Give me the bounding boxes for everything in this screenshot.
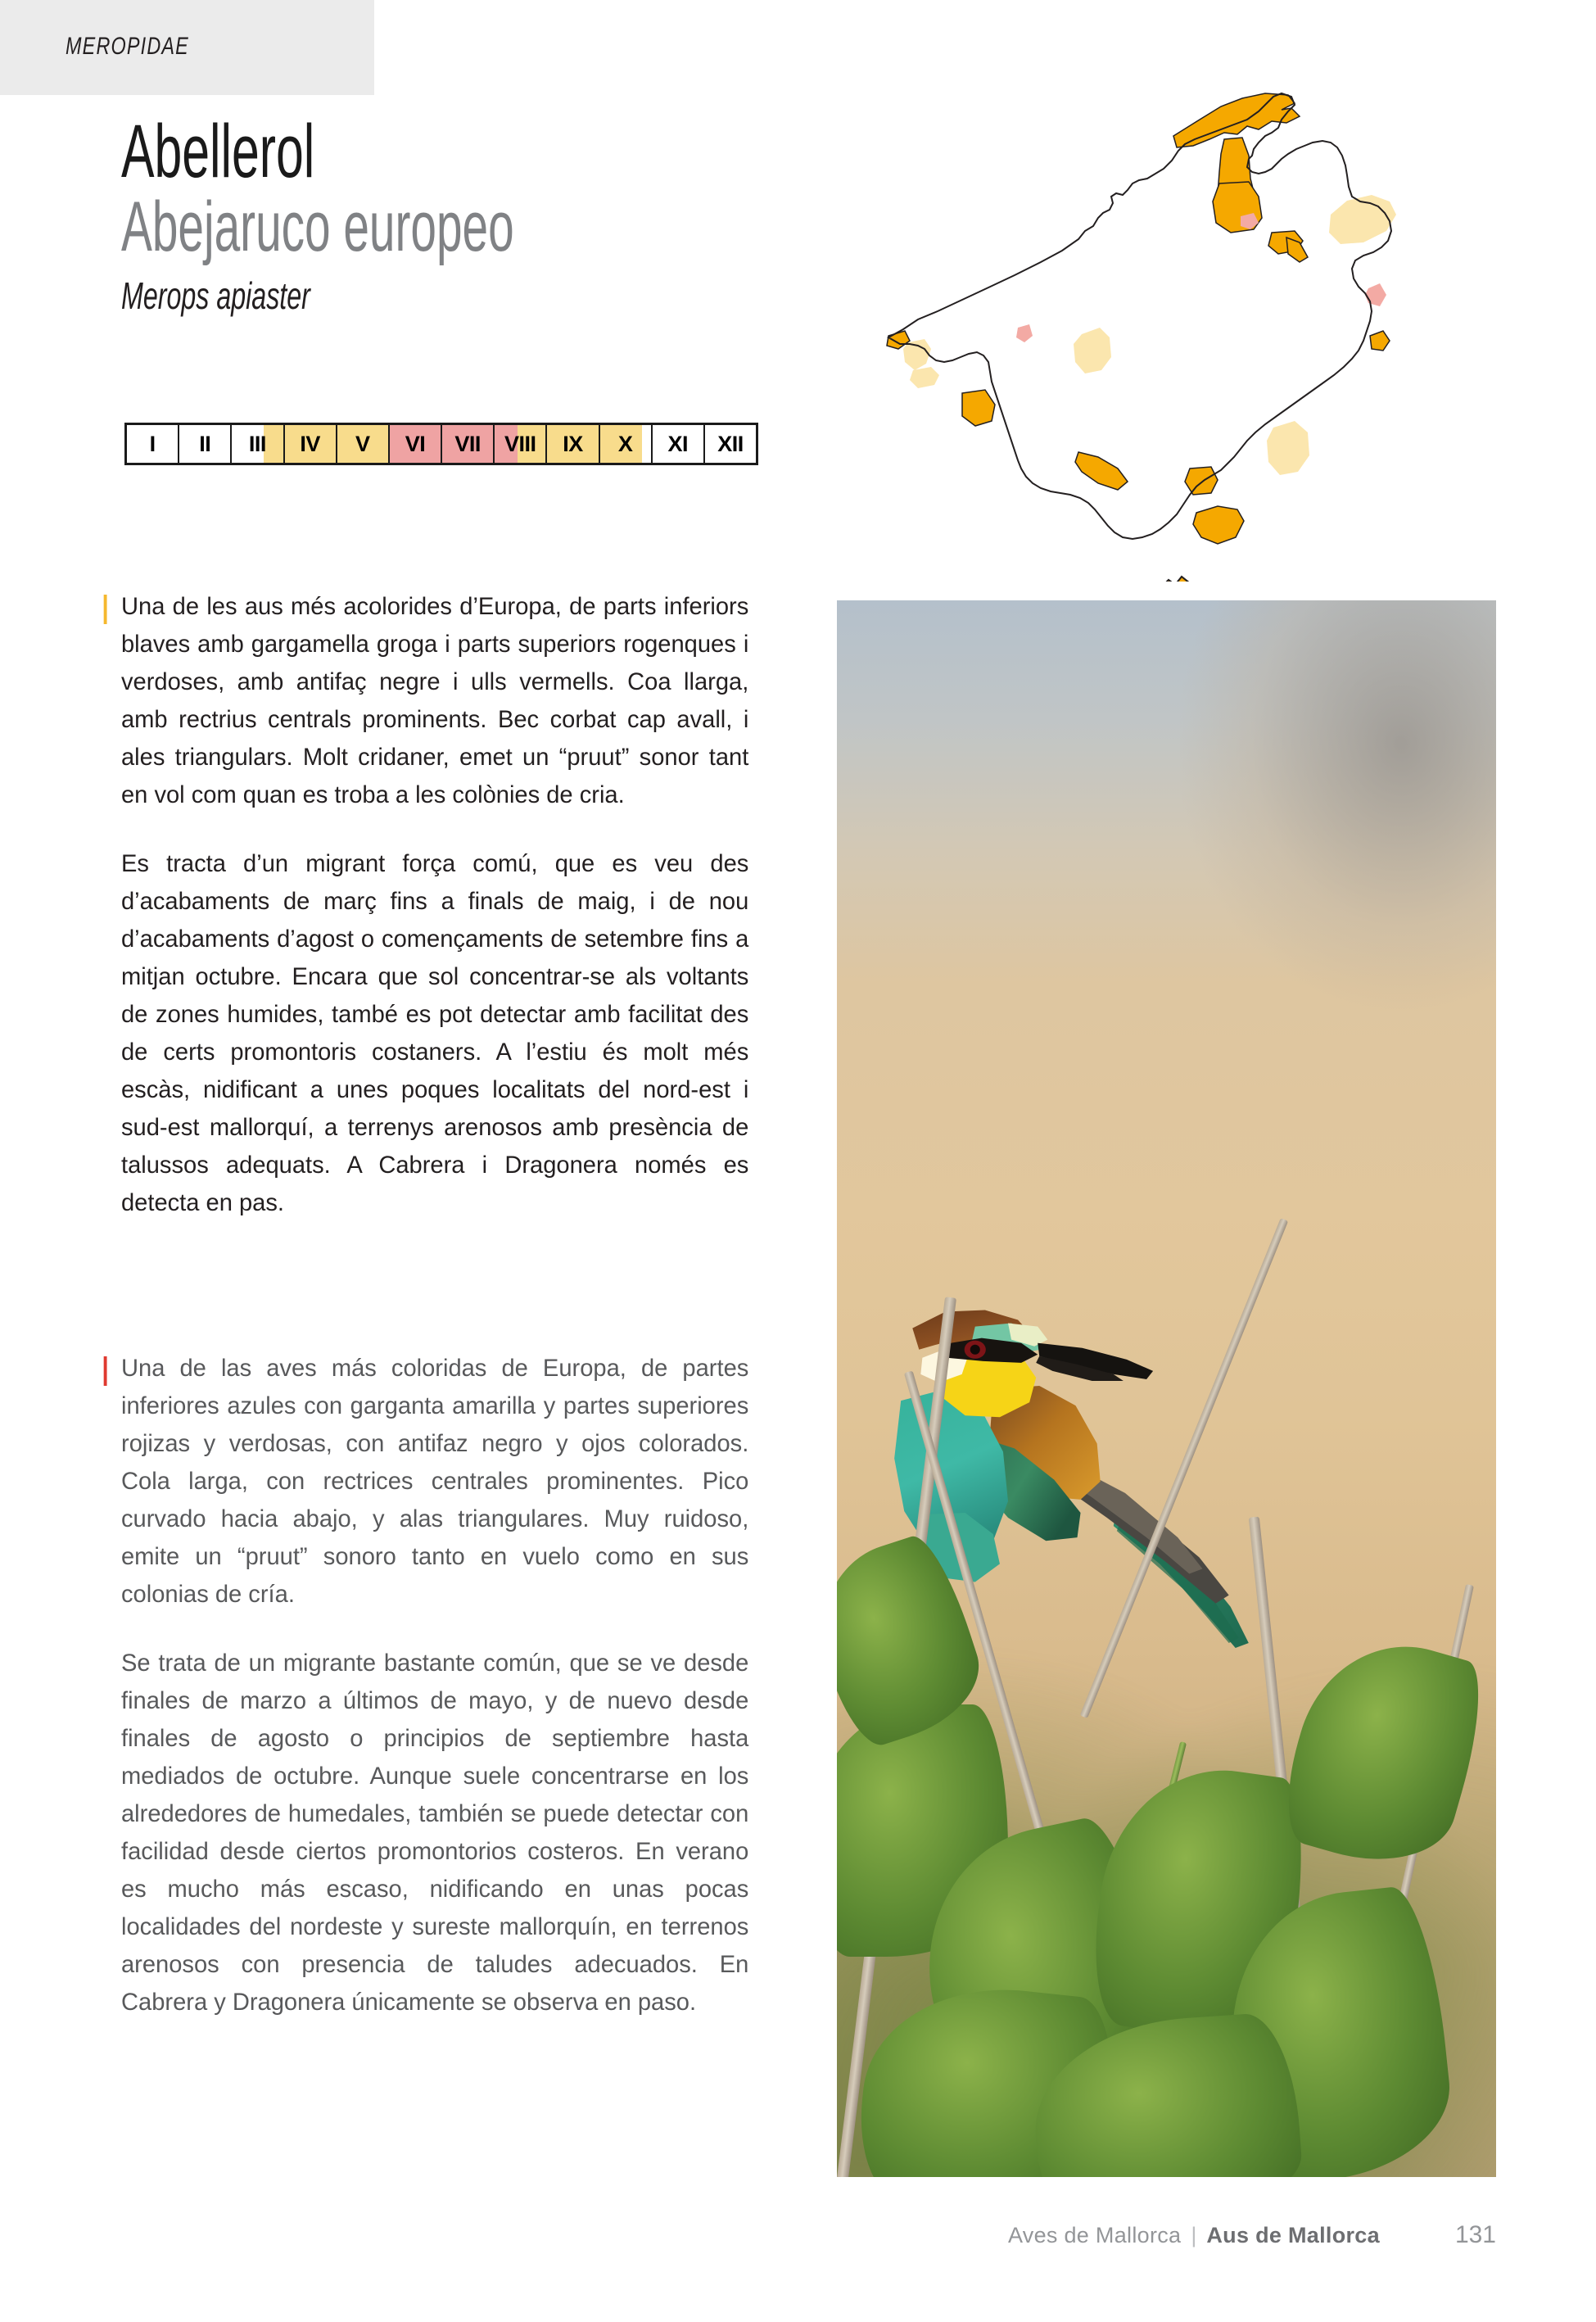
bird-pupil: [970, 1345, 980, 1355]
family-band: [0, 0, 374, 95]
month-label-I: I: [149, 431, 156, 456]
species-photograph: [837, 600, 1496, 2177]
month-label-III: III: [248, 431, 266, 456]
month-label-VII: VII: [454, 431, 481, 456]
month-cell-IV: [285, 425, 337, 463]
family-name: MEROPIDAE: [66, 33, 189, 60]
month-label-XII: XII: [717, 431, 744, 456]
spanish-paragraph-2-text: Se trata de un migrante bastante común, que se ve desde finales de marzo a últimos de mayo, y de nuevo desde finales de agosto o principios de septiembre hasta mediados de octubre. Aunque suele concentrarse en los alrededores de humedales, también se puede detectar con facilidad desde ciertos promontorios costeros. En verano es mucho más escaso, nidificando en unas pocas localidades del nordeste y sureste mallorquín, en terrenos arenosos con presencia de taludes adecuados. En Cabrera y Dragonera únicamente se observa en paso.: [121, 1650, 749, 2016]
month-cell-II: [179, 425, 232, 463]
month-label-V: V: [355, 431, 370, 456]
month-cell-XI: [653, 425, 705, 463]
photo-highlight-layer: [1180, 600, 1496, 1011]
month-cell-VI: [390, 425, 442, 463]
catalan-paragraph-2: [121, 845, 748, 1222]
catalan-text-column: [121, 588, 768, 1222]
month-label-XI: XI: [667, 431, 689, 456]
language-marker-spanish: [104, 1356, 107, 1386]
month-cell-I: [127, 425, 179, 463]
title-block: [121, 110, 801, 318]
month-cell-XII: [705, 425, 756, 463]
spanish-paragraph-2: [121, 1645, 748, 2021]
species-name-spanish: Abejaruco europeo: [121, 188, 514, 267]
month-cell-V: [337, 425, 390, 463]
spanish-paragraph-1-text: Una de las aves más coloridas de Europa, de partes inferiores azules con garganta amarilla y partes superiores rojizas y verdosas, con antifaz negro y ojos colorados. Cola larga, con rectrices centrales prominentes. Pico curvado hacia abajo, y alas triangulares. Muy ruidoso, emite un “pruut” sonoro tanto en vuelo como en sus colonias de cría.: [121, 1355, 749, 1608]
month-label-IV: IV: [300, 431, 320, 456]
month-cell-VII: [442, 425, 495, 463]
catalan-paragraph-2-text: Es tracta d’un migrant força comú, que es veu des d’acabaments de març fins a finals de maig, i de nou d’acabaments d’agost o començaments de setembre fins a mitjan octubre. Encara que sol concentrar-se als voltants de zones humides, també es pot detectar amb facilitat des de certs promontoris costaners. A l’estiu és molt més escàs, nidificant a unes poques localitats del nord-est i sud-est mallorquí, a terrenys arenosos amb presència de talussos adequats. A Cabrera i Dragonera només es detecta en pas.: [121, 850, 749, 1216]
language-marker-catalan: [104, 595, 107, 624]
page-number: 131: [1454, 2221, 1496, 2248]
footer-title-spanish: Aves de Mallorca: [1007, 2223, 1182, 2247]
footer-title-catalan: Aus de Mallorca: [1206, 2223, 1380, 2247]
map-patch-breeding: [887, 93, 1390, 582]
month-label-X: X: [617, 431, 633, 456]
distribution-map: [839, 57, 1413, 582]
month-label-II: II: [199, 431, 211, 456]
page-footer: [0, 2221, 1596, 2254]
mallorca-map-svg: [839, 57, 1413, 582]
spanish-paragraph-1: [121, 1350, 748, 1614]
species-name-catalan: Abellerol: [121, 110, 315, 193]
footer-separator: |: [1191, 2223, 1197, 2247]
map-patch-common: [903, 195, 1396, 475]
month-cell-III: [232, 425, 284, 463]
footer-inner: [1008, 2221, 1496, 2249]
month-label-VIII: VIII: [504, 431, 536, 456]
spanish-text-column: [121, 1350, 768, 2021]
mallorca-outline: [888, 93, 1391, 539]
month-label-IX: IX: [563, 431, 583, 456]
catalan-paragraph-1: [121, 588, 748, 814]
species-name-scientific: Merops apiaster: [121, 274, 310, 318]
month-label-VI: VI: [405, 431, 426, 456]
month-cell-X: [600, 425, 653, 463]
month-cell-IX: [547, 425, 599, 463]
phenology-calendar: [124, 423, 758, 465]
catalan-paragraph-1-text: Una de les aus més acolorides d’Europa, de parts inferiors blaves amb gargamella groga i parts superiors rogenques i verdoses, amb antifaç negre i ulls vermells. Coa llarga, amb rectrius centrals prominents. Bec corbat cap avall, i ales triangulars. Molt cridaner, emet un “pruut” sonor tant en vol com quan es troba a les colònies de cria.: [121, 593, 749, 808]
month-cell-VIII: [495, 425, 547, 463]
